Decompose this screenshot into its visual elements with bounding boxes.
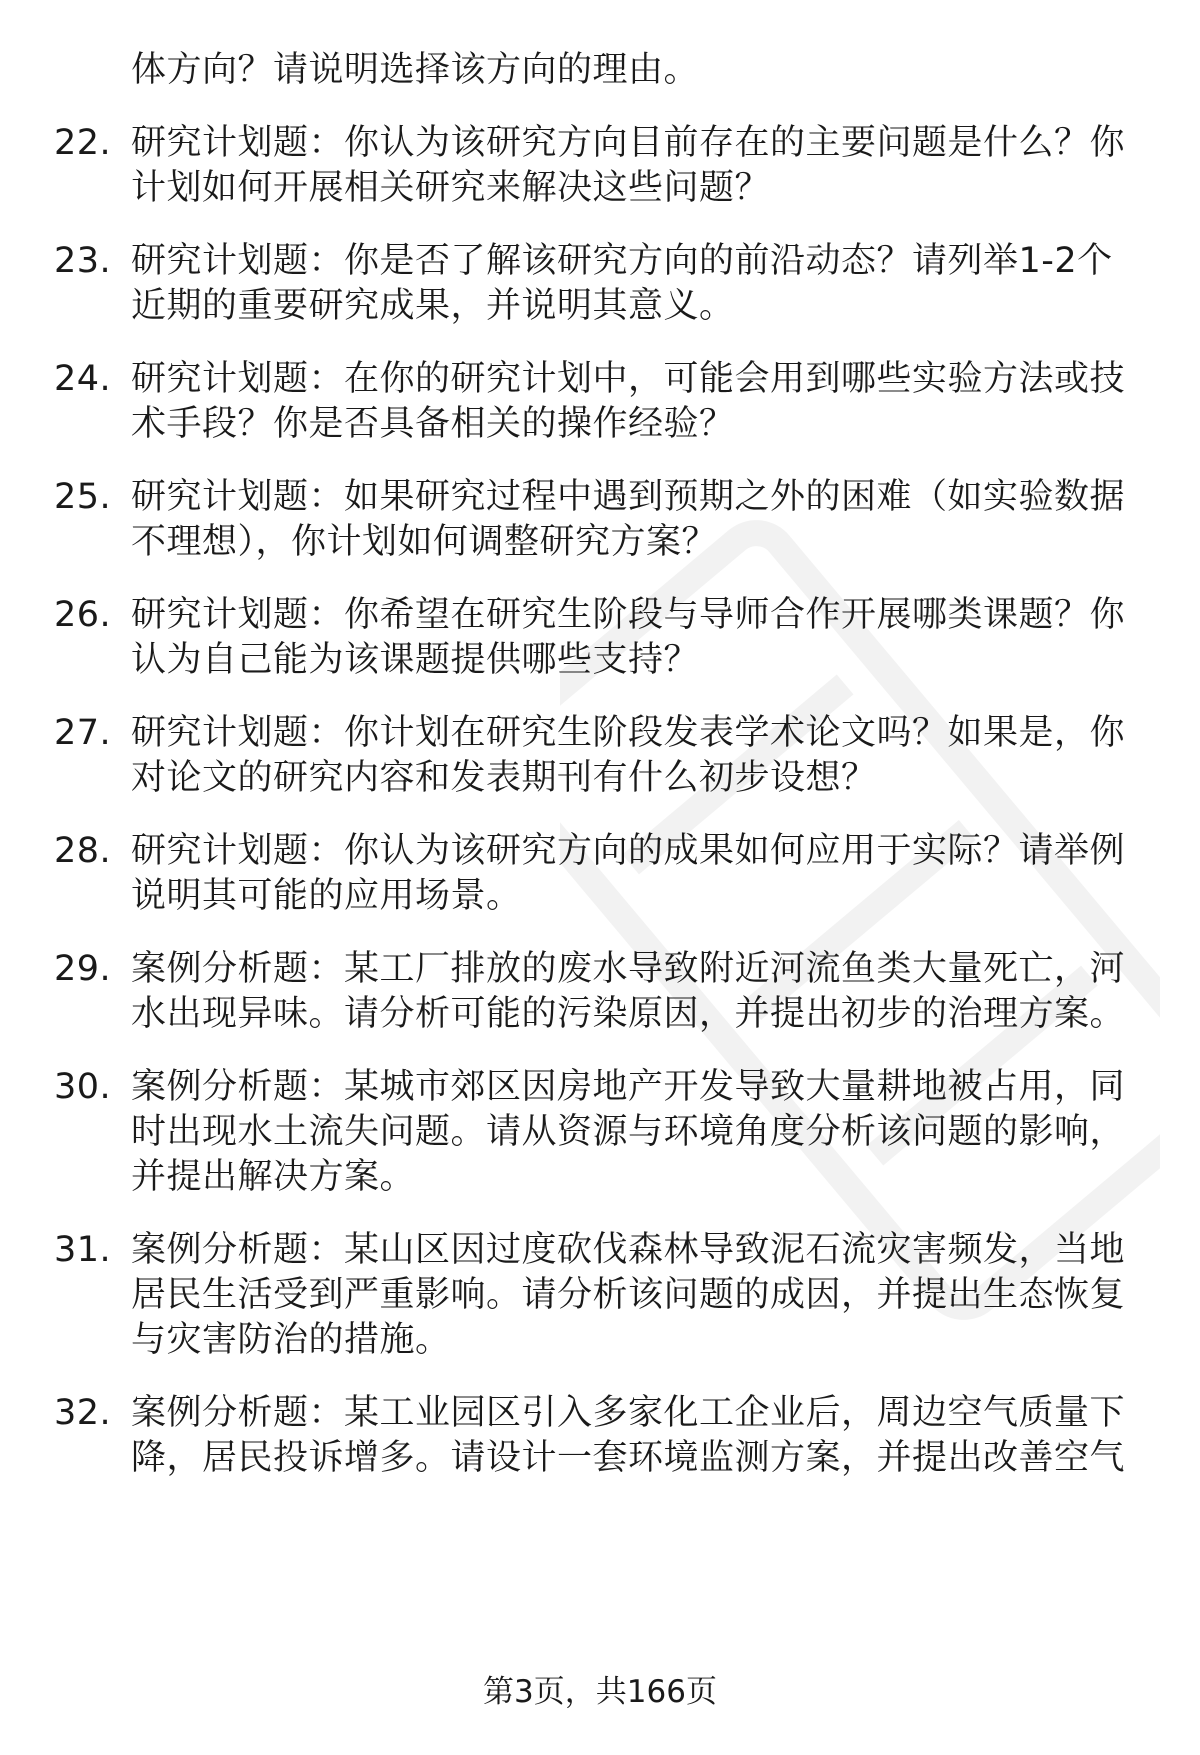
question-item bbox=[0, 48, 1136, 93]
question-number: 30. bbox=[54, 1067, 112, 1107]
question-text: 研究计划题：你认为该研究方向的成果如何应用于实际？请举例说明其可能的应用场景。 bbox=[131, 831, 1126, 916]
question-number: 31. bbox=[54, 1230, 112, 1270]
question-text: 案例分析题：某城市郊区因房地产开发导致大量耕地被占用，同时出现水土流失问题。请从资源与环境角度分析该问题的影响，并提出解决方案。 bbox=[131, 1067, 1126, 1197]
question-number: 28. bbox=[54, 831, 112, 871]
question-item bbox=[0, 829, 1136, 919]
question-text: 研究计划题：你计划在研究生阶段发表学术论文吗？如果是，你对论文的研究内容和发表期刊有什么初步设想？ bbox=[131, 713, 1126, 798]
question-number: 22. bbox=[54, 123, 112, 163]
question-item bbox=[0, 357, 1136, 447]
question-number: 23. bbox=[54, 241, 112, 281]
question-list bbox=[0, 48, 1200, 1509]
question-item bbox=[0, 121, 1136, 211]
question-item bbox=[0, 1228, 1136, 1363]
question-number: 25. bbox=[54, 477, 112, 517]
question-item bbox=[0, 711, 1136, 801]
question-text: 案例分析题：某工业园区引入多家化工企业后，周边空气质量下降，居民投诉增多。请设计一套环境监测方案，并提出改善空气 bbox=[131, 1393, 1126, 1478]
question-item bbox=[0, 239, 1136, 329]
question-text: 体方向？请说明选择该方向的理由。 bbox=[131, 50, 700, 90]
question-item bbox=[0, 947, 1136, 1037]
question-number: 29. bbox=[54, 949, 112, 989]
question-text: 研究计划题：你认为该研究方向目前存在的主要问题是什么？你计划如何开展相关研究来解决这些问题？ bbox=[131, 123, 1126, 208]
question-item bbox=[0, 1391, 1136, 1481]
question-item bbox=[0, 475, 1136, 565]
question-text: 研究计划题：如果研究过程中遇到预期之外的困难（如实验数据不理想），你计划如何调整研究方案？ bbox=[131, 477, 1126, 562]
question-number: 27. bbox=[54, 713, 112, 753]
question-number: 24. bbox=[54, 359, 112, 399]
question-text: 案例分析题：某山区因过度砍伐森林导致泥石流灾害频发，当地居民生活受到严重影响。请分析该问题的成因，并提出生态恢复与灾害防治的措施。 bbox=[131, 1230, 1126, 1360]
question-text: 案例分析题：某工厂排放的废水导致附近河流鱼类大量死亡，河水出现异味。请分析可能的污染原因，并提出初步的治理方案。 bbox=[131, 949, 1126, 1034]
question-text: 研究计划题：你希望在研究生阶段与导师合作开展哪类课题？你认为自己能为该课题提供哪些支持？ bbox=[131, 595, 1126, 680]
page-number-label: 第3页，共166页 bbox=[483, 1674, 717, 1710]
page-footer bbox=[0, 1670, 1200, 1715]
question-item bbox=[0, 593, 1136, 683]
question-number: 26. bbox=[54, 595, 112, 635]
question-number: 32. bbox=[54, 1393, 112, 1433]
question-text: 研究计划题：在你的研究计划中，可能会用到哪些实验方法或技术手段？你是否具备相关的操作经验？ bbox=[131, 359, 1126, 444]
question-text: 研究计划题：你是否了解该研究方向的前沿动态？请列举1-2个近期的重要研究成果，并说明其意义。 bbox=[131, 241, 1113, 326]
question-item bbox=[0, 1065, 1136, 1200]
